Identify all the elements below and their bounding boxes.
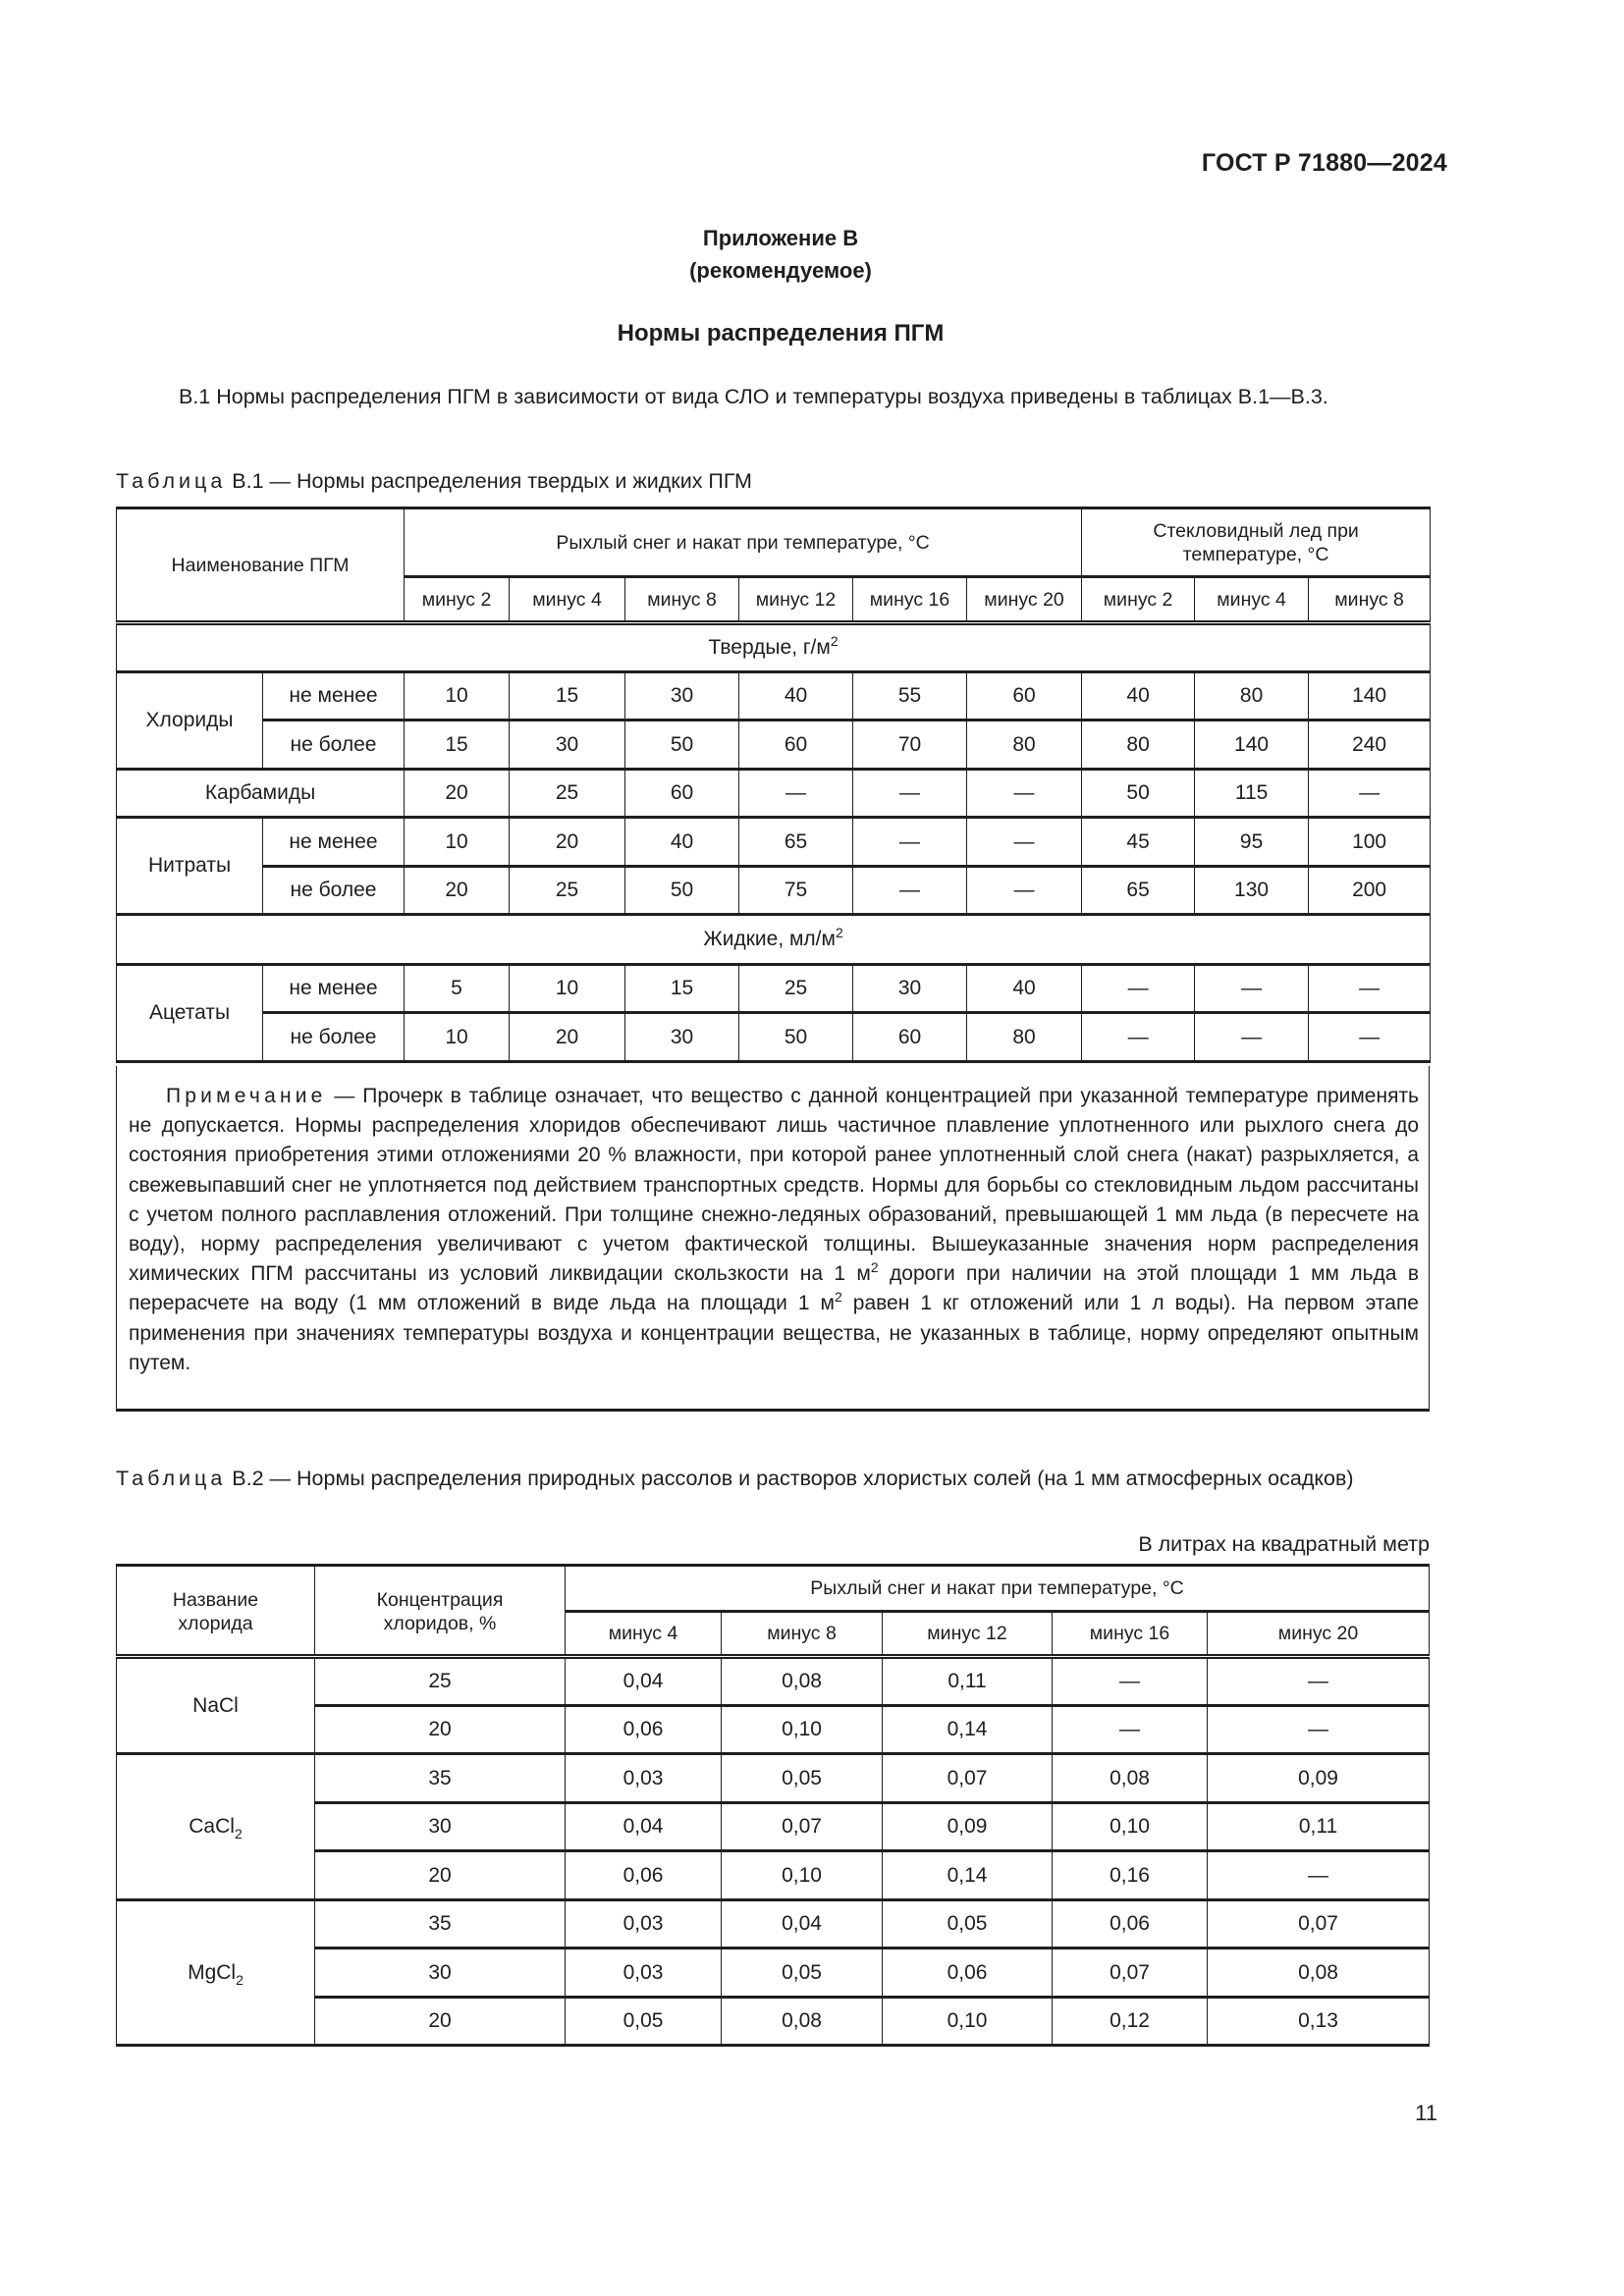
cell: 0,05: [883, 1900, 1053, 1949]
cell: 20: [510, 1013, 625, 1062]
table-row: [117, 770, 1431, 818]
cell: 115: [1195, 770, 1309, 818]
cell: 0,10: [883, 1998, 1053, 2046]
cell: 75: [739, 867, 853, 915]
appendix-status: (рекомендуемое): [689, 258, 872, 283]
cell: 0,04: [722, 1900, 883, 1949]
cell: 25: [510, 867, 625, 915]
cell: 140: [1309, 672, 1431, 721]
row-qualifier: не менее: [263, 672, 405, 721]
cell: 0,09: [883, 1803, 1053, 1851]
table-row: [117, 1754, 1430, 1803]
cell: —: [853, 867, 967, 915]
cell: 30: [625, 672, 739, 721]
cell: 30: [853, 965, 967, 1013]
cell: 0,03: [566, 1900, 722, 1949]
cell: —: [1309, 965, 1431, 1013]
row-name-chlorides: Хлориды: [117, 672, 263, 770]
cell: —: [967, 770, 1082, 818]
table1-group-loose-snow: Рыхлый снег и накат при температуре, °С: [405, 508, 1082, 577]
table1-col-name-header: Наименование ПГМ: [117, 508, 405, 623]
cell: 0,06: [883, 1949, 1053, 1998]
cell: —: [853, 818, 967, 867]
section-liquid-label: Жидкие, $мл/м^2$: [117, 915, 1431, 965]
concentration-cell: 20: [315, 1998, 566, 2046]
cell: 0,07: [1208, 1900, 1430, 1949]
concentration-cell: 35: [315, 1900, 566, 1949]
table-row: [117, 965, 1431, 1013]
cell: 50: [625, 867, 739, 915]
note-sup-2: 2: [834, 1289, 842, 1306]
cell: 40: [1082, 672, 1195, 721]
cell: —: [1208, 1851, 1430, 1900]
row-qualifier: не более: [263, 721, 405, 770]
cell: 0,16: [1053, 1851, 1208, 1900]
cell: 0,06: [566, 1706, 722, 1754]
cell: 240: [1309, 721, 1431, 770]
cell: —: [1195, 1013, 1309, 1062]
cell: 80: [967, 1013, 1082, 1062]
table1-note: [116, 1066, 1430, 1412]
cell: 0,03: [566, 1949, 722, 1998]
cell: 130: [1195, 867, 1309, 915]
cell: 0,05: [722, 1754, 883, 1803]
cell: 0,11: [1208, 1803, 1430, 1851]
chloride-name-mgcl2: MgCl$_2$: [117, 1900, 315, 2046]
chloride-name-cacl2: CaCl$_2$: [117, 1754, 315, 1900]
cell: 60: [625, 770, 739, 818]
note-text-2: дороги при наличии на этой площади 1 мм льда в перерасчете на воду (1 мм отложений в виде льда на площади 1 м: [129, 1262, 1419, 1315]
table2-temp-header: минус 16: [1053, 1612, 1208, 1657]
cell: —: [853, 770, 967, 818]
row-qualifier: не более: [263, 1013, 405, 1062]
cell: 0,10: [1053, 1803, 1208, 1851]
table1-temp-header: минус 2: [405, 577, 510, 623]
table1-caption-text: В.1 — Нормы распределения твердых и жидких ПГМ: [226, 469, 752, 493]
cell: 70: [853, 721, 967, 770]
table-row: [117, 721, 1431, 770]
cell: 0,05: [722, 1949, 883, 1998]
cell: 50: [1082, 770, 1195, 818]
document-code: ГОСТ Р 71880—2024: [1201, 149, 1447, 177]
cell: 0,03: [566, 1754, 722, 1803]
cell: 25: [510, 770, 625, 818]
table1-caption-word: Таблица: [116, 469, 227, 493]
cell: 0,14: [883, 1706, 1053, 1754]
intro-paragraph: В.1 Нормы распределения ПГМ в зависимости от вида СЛО и температуры воздуха приведены в таблицах В.1—В.3.: [179, 385, 1328, 408]
cell: 0,11: [883, 1657, 1053, 1706]
cell: —: [1208, 1706, 1430, 1754]
table2-temp-header: минус 20: [1208, 1612, 1430, 1657]
table2-temp-header: минус 12: [883, 1612, 1053, 1657]
table-row: [117, 1657, 1430, 1706]
row-name-acetates: Ацетаты: [117, 965, 263, 1062]
note-sup-1: 2: [870, 1259, 879, 1276]
cell: 45: [1082, 818, 1195, 867]
cell: 40: [967, 965, 1082, 1013]
cell: 15: [625, 965, 739, 1013]
cell: 80: [1082, 721, 1195, 770]
cell: —: [1208, 1657, 1430, 1706]
cell: 0,08: [1053, 1754, 1208, 1803]
concentration-cell: 25: [315, 1657, 566, 1706]
cell: —: [1053, 1706, 1208, 1754]
cell: 10: [405, 672, 510, 721]
cell: —: [739, 770, 853, 818]
row-qualifier: не менее: [263, 965, 405, 1013]
cell: 60: [967, 672, 1082, 721]
cell: 0,12: [1053, 1998, 1208, 2046]
table2-units: В литрах на квадратный метр: [1138, 1532, 1430, 1556]
cell: 0,06: [1053, 1900, 1208, 1949]
table1-section-liquid: [117, 915, 1431, 965]
cell: 0,07: [722, 1803, 883, 1851]
table1-temp-header: минус 8: [625, 577, 739, 623]
cell: —: [1309, 770, 1431, 818]
table1-caption: [116, 468, 1430, 495]
cell: 0,04: [566, 1657, 722, 1706]
cell: 20: [510, 818, 625, 867]
concentration-cell: 35: [315, 1754, 566, 1803]
cell: 140: [1195, 721, 1309, 770]
row-qualifier: не более: [263, 867, 405, 915]
cell: 200: [1309, 867, 1431, 915]
cell: 10: [405, 1013, 510, 1062]
cell: 0,04: [566, 1803, 722, 1851]
table1-temp-header: минус 20: [967, 577, 1082, 623]
table2-caption-word: Таблица: [116, 1467, 227, 1490]
table-b1: [116, 507, 1431, 1063]
table2-caption-text: В.2 — Нормы распределения природных рассолов и растворов хлористых солей (на 1 мм атмосферных осадков): [226, 1467, 1354, 1490]
cell: 50: [625, 721, 739, 770]
cell: —: [967, 867, 1082, 915]
cell: 65: [1082, 867, 1195, 915]
cell: —: [1195, 965, 1309, 1013]
cell: 80: [1195, 672, 1309, 721]
cell: 5: [405, 965, 510, 1013]
cell: 50: [739, 1013, 853, 1062]
cell: 10: [510, 965, 625, 1013]
cell: 25: [739, 965, 853, 1013]
row-name-nitrates: Нитраты: [117, 818, 263, 915]
cell: 0,10: [722, 1706, 883, 1754]
cell: 0,07: [883, 1754, 1053, 1803]
cell: 80: [967, 721, 1082, 770]
cell: —: [967, 818, 1082, 867]
table-b2: [116, 1564, 1430, 2047]
chloride-name-nacl: NaCl: [117, 1657, 315, 1754]
row-name-carbamides: Карбамиды: [117, 770, 405, 818]
note-text-3: равен 1 кг отложений или 1 л воды). На первом этапе применения при значениях температуры воздуха и концентрации вещества, не указанных в таблице, норму определяют опытным путем.: [129, 1292, 1419, 1374]
table1-temp-header: минус 12: [739, 577, 853, 623]
cell: —: [1082, 1013, 1195, 1062]
cell: 55: [853, 672, 967, 721]
cell: —: [1082, 965, 1195, 1013]
table1-temp-header: минус 2: [1082, 577, 1195, 623]
cell: 15: [510, 672, 625, 721]
table-row: [117, 1013, 1431, 1062]
table2-temp-header: минус 4: [566, 1612, 722, 1657]
cell: 20: [405, 770, 510, 818]
cell: 95: [1195, 818, 1309, 867]
cell: 0,06: [566, 1851, 722, 1900]
table1-header-row-1: [117, 508, 1431, 577]
cell: 60: [853, 1013, 967, 1062]
cell: 0,08: [722, 1657, 883, 1706]
table2-caption: [116, 1465, 1430, 1492]
table1-temp-header: минус 4: [1195, 577, 1309, 623]
table2-col-concentration: Концентрация хлоридов, %: [315, 1566, 566, 1657]
table1-section-solid: [117, 623, 1431, 672]
table1-temp-header: минус 4: [510, 577, 625, 623]
cell: 40: [739, 672, 853, 721]
cell: 0,08: [722, 1998, 883, 2046]
cell: 0,13: [1208, 1998, 1430, 2046]
cell: 100: [1309, 818, 1431, 867]
concentration-cell: 20: [315, 1706, 566, 1754]
table2-col-chloride-name: Название хлорида: [117, 1566, 315, 1657]
page-number: 11: [1415, 2101, 1437, 2125]
concentration-cell: 20: [315, 1851, 566, 1900]
table1-temp-header: минус 8: [1309, 577, 1431, 623]
note-lead: Примечание: [166, 1085, 327, 1107]
section-title: Нормы распределения ПГМ: [617, 320, 945, 347]
concentration-cell: 30: [315, 1949, 566, 1998]
table2-group-loose-snow: Рыхлый снег и накат при температуре, °С: [566, 1566, 1430, 1612]
note-text-1: — Прочерк в таблице означает, что вещество с данной концентрацией при указанной температуре применять не допускается. Нормы распределения хлоридов обеспечивают лишь частичное плавление уплотненного или рыхлого снега до состояния приобретения этими отложениями 20 % влажности, при которой ранее уплотненный слой снега (накат) разрыхляется, а свежевыпавший снег не уплотняется под действием транспортных средств. Нормы для борьбы со стекловидным льдом рассчитаны с учетом полного расплавления отложений. При толщине снежно-ледяных образований, превышающей 1 мм льда (в пересчете на воду), норму распределения увеличивают с учетом фактической толщины. Вышеуказанные значения норм распределения химических ПГМ рассчитаны из условий ликвидации скользкости на 1 м: [129, 1085, 1419, 1286]
cell: 20: [405, 867, 510, 915]
cell: 0,08: [1208, 1949, 1430, 1998]
section-solid-label: Твердые, $г/м^2$: [117, 623, 1431, 672]
cell: 0,14: [883, 1851, 1053, 1900]
cell: —: [1309, 1013, 1431, 1062]
table1-temp-header: минус 16: [853, 577, 967, 623]
table2-header-row-1: [117, 1566, 1430, 1612]
cell: 40: [625, 818, 739, 867]
row-qualifier: не менее: [263, 818, 405, 867]
cell: 0,10: [722, 1851, 883, 1900]
table-row: [117, 818, 1431, 867]
table1-group-glaze-ice: Стекловидный лед при температуре, °С: [1082, 508, 1431, 577]
table-row: [117, 1900, 1430, 1949]
appendix-title: Приложение В: [702, 226, 859, 250]
table-row: [117, 672, 1431, 721]
cell: 10: [405, 818, 510, 867]
cell: 30: [510, 721, 625, 770]
cell: 15: [405, 721, 510, 770]
table2-temp-header: минус 8: [722, 1612, 883, 1657]
cell: 0,05: [566, 1998, 722, 2046]
cell: 60: [739, 721, 853, 770]
cell: 65: [739, 818, 853, 867]
concentration-cell: 30: [315, 1803, 566, 1851]
cell: 0,07: [1053, 1949, 1208, 1998]
cell: 0,09: [1208, 1754, 1430, 1803]
table-row: [117, 867, 1431, 915]
cell: 30: [625, 1013, 739, 1062]
cell: —: [1053, 1657, 1208, 1706]
